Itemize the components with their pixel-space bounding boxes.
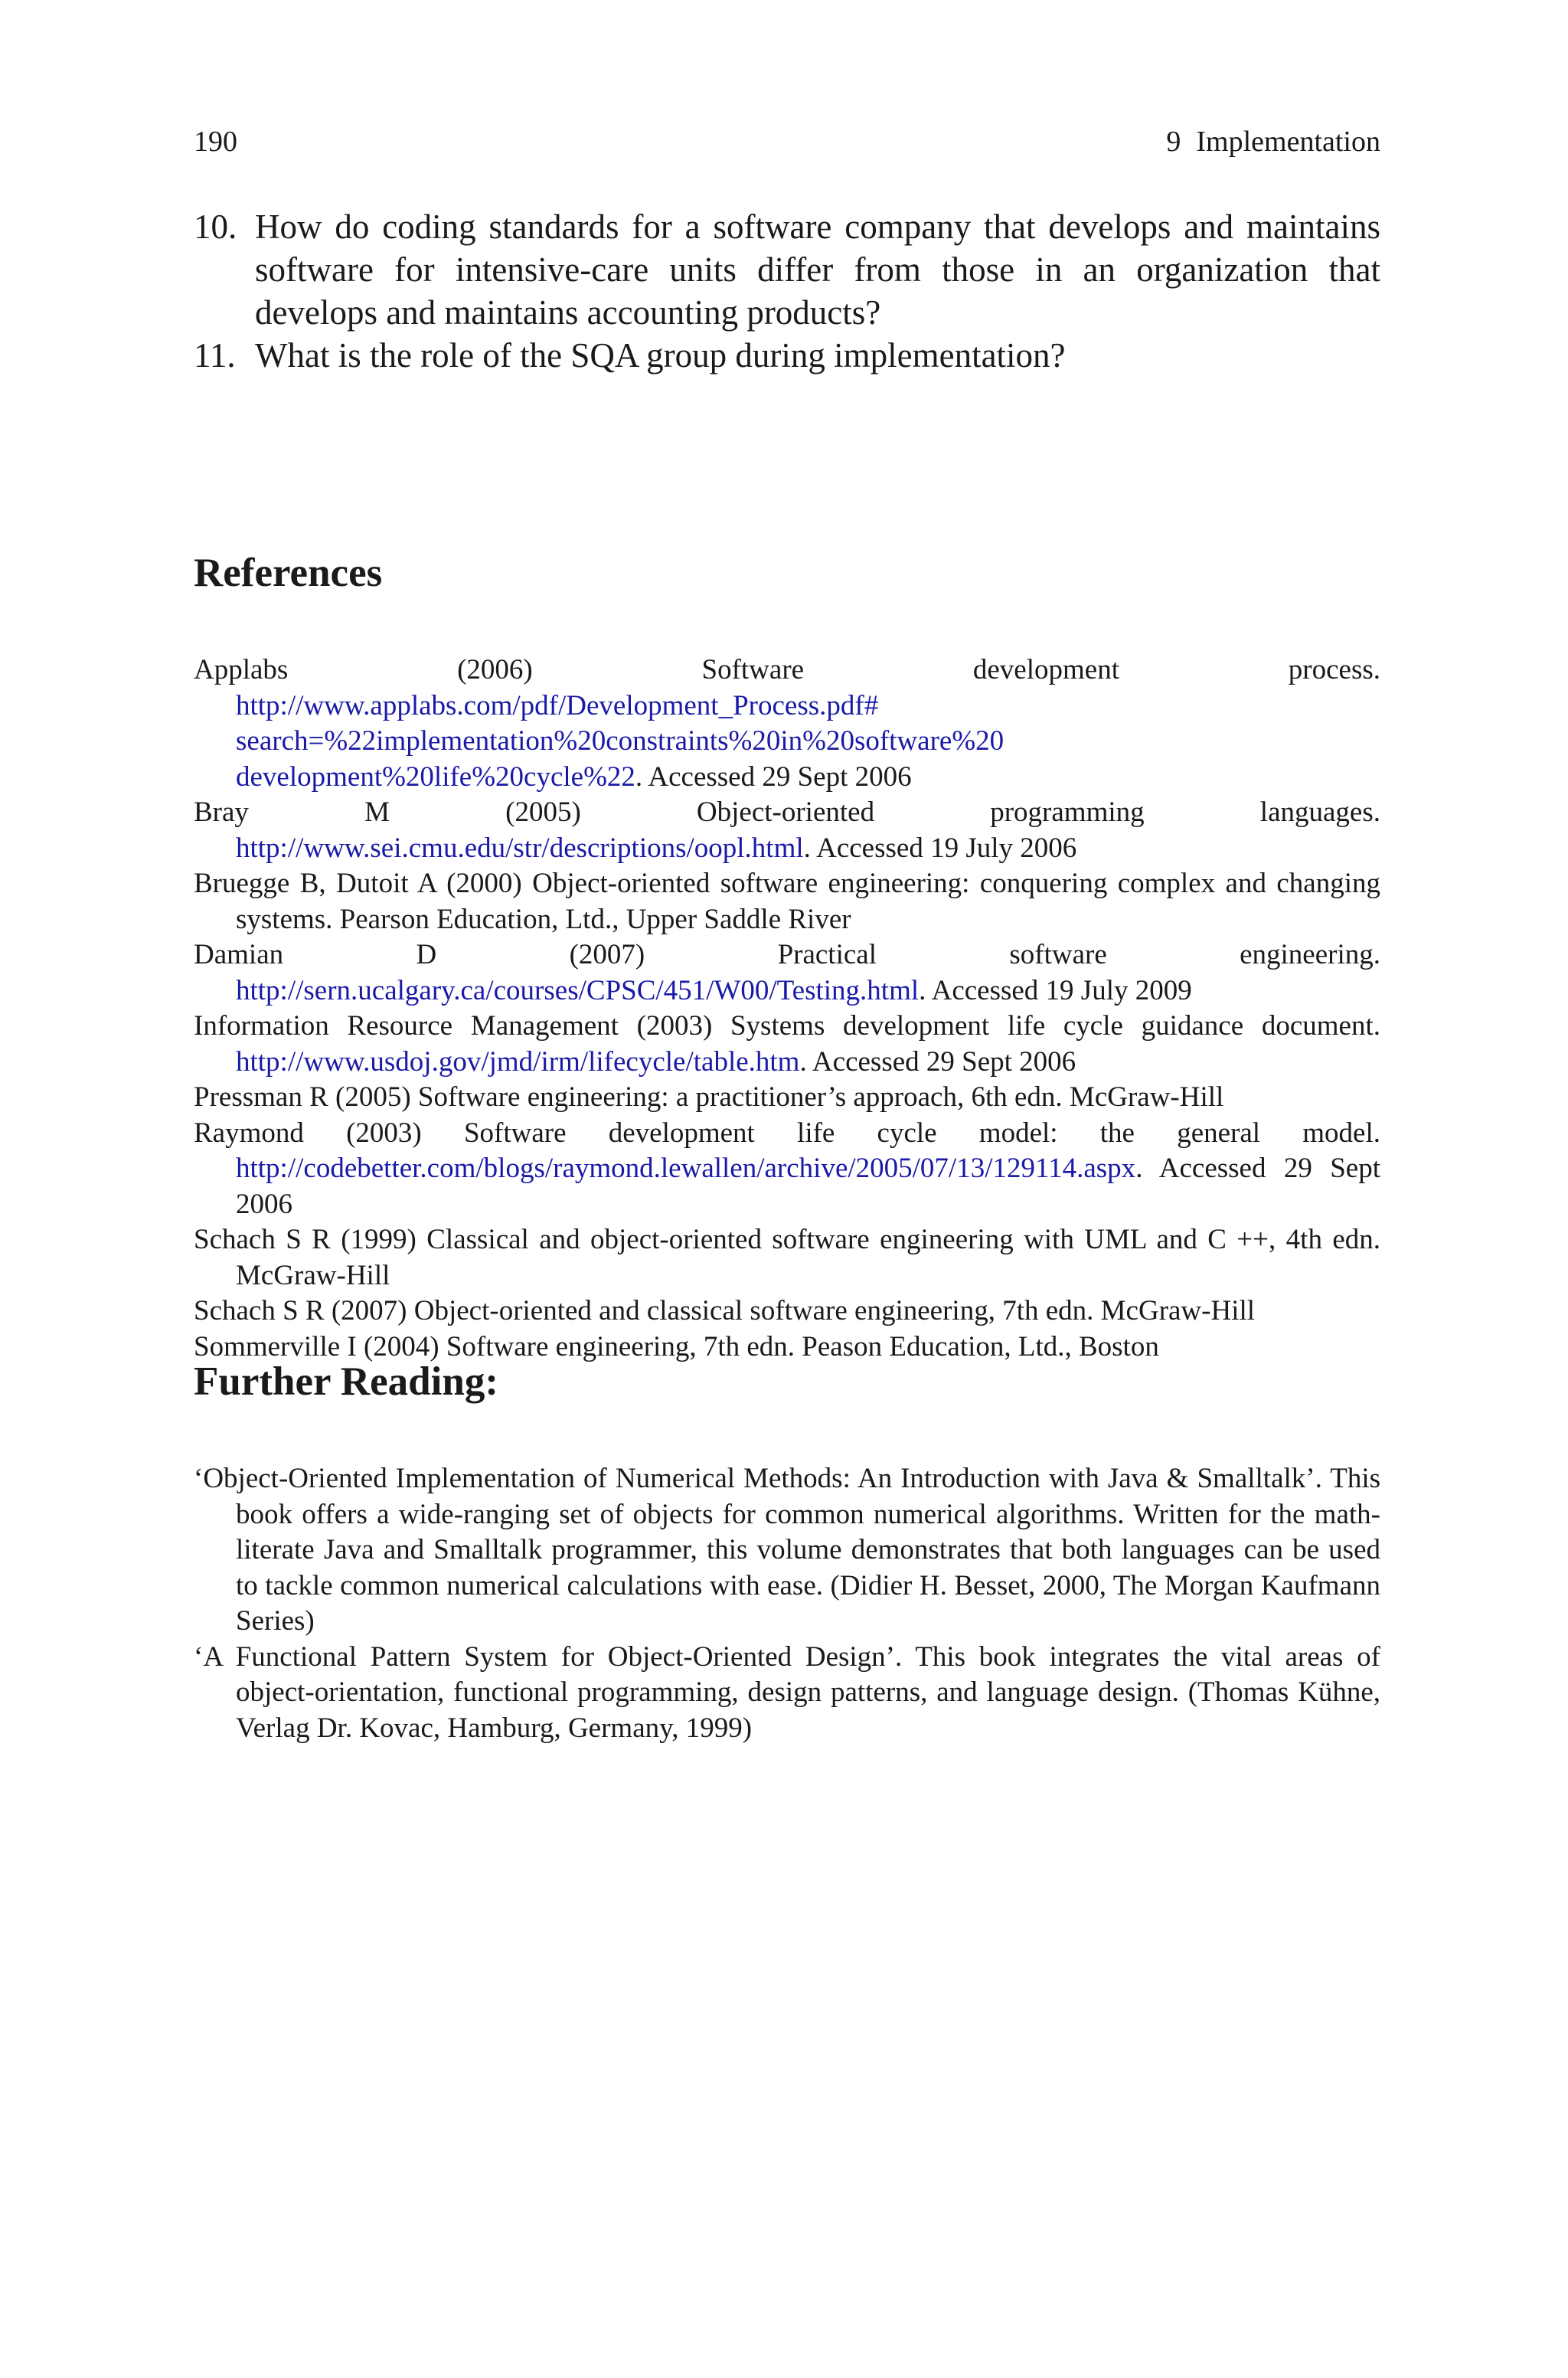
question-text: How do coding standards for a software company that develops and maintains software for intensive-care units differ from those in an organization that develops and maintains accounting products? bbox=[255, 208, 1380, 332]
chapter-title: Implementation bbox=[1196, 126, 1380, 158]
further-reading-list bbox=[194, 1461, 1380, 1746]
reference-accessed: . Accessed 19 July 2006 bbox=[803, 832, 1077, 864]
reference-text: Damian D (2007) Practical software engineering. bbox=[194, 939, 1380, 970]
page-header bbox=[194, 123, 1380, 161]
reference-link[interactable]: http://www.applabs.com/pdf/Development_Process.pdf# search=%22implementation%20constraints%20in%20software%20 development%20life%20cycle%22 bbox=[236, 689, 1004, 793]
question-number: 10. bbox=[194, 208, 237, 246]
reference-text: Pressman R (2005) Software engineering: a practitioner’s approach, 6th edn. McGraw-Hill bbox=[194, 1081, 1224, 1113]
reference-entry bbox=[194, 1294, 1380, 1330]
chapter-number: 9 bbox=[1166, 126, 1181, 158]
running-head bbox=[1166, 123, 1380, 161]
reference-text: Information Resource Management (2003) Systems development life cycle guidance document. bbox=[194, 1010, 1380, 1042]
reference-text: Schach S R (2007) Object-oriented and classical software engineering, 7th edn. McGraw-Hill bbox=[194, 1295, 1256, 1326]
reference-link[interactable]: http://sern.ucalgary.ca/courses/CPSC/451/W00/Testing.html bbox=[236, 974, 920, 1006]
reference-accessed: . Accessed 19 July 2009 bbox=[919, 974, 1192, 1006]
exercise-questions bbox=[194, 205, 1380, 377]
reference-entry bbox=[194, 1116, 1380, 1223]
reference-entry bbox=[194, 1080, 1380, 1116]
reference-entry bbox=[194, 866, 1380, 937]
question-number: 11. bbox=[194, 336, 236, 375]
question-item bbox=[194, 334, 1380, 377]
reference-accessed: . Accessed 29 Sept 2006 bbox=[236, 1153, 1380, 1220]
reference-link[interactable]: http://codebetter.com/blogs/raymond.lewallen/archive/2005/07/13/129114.aspx bbox=[236, 1153, 1136, 1184]
page-number: 190 bbox=[194, 126, 237, 158]
reference-link[interactable]: http://www.sei.cmu.edu/str/descriptions/oopl.html bbox=[236, 832, 804, 864]
further-reading-heading: Further Reading: bbox=[194, 1359, 498, 1404]
references-heading: References bbox=[194, 551, 383, 595]
reference-text: Bruegge B, Dutoit A (2000) Object-oriented software engineering: conquering complex and changing systems. Pearson Education, Ltd., Upper Saddle River bbox=[194, 868, 1380, 935]
reference-text: Schach S R (1999) Classical and object-oriented software engineering with UML and C ++, 4th edn. McGraw-Hill bbox=[194, 1224, 1380, 1291]
reference-entry bbox=[194, 1009, 1380, 1080]
reference-text: Sommerville I (2004) Software engineering, 7th edn. Peason Education, Ltd., Boston bbox=[194, 1330, 1159, 1362]
reference-entry bbox=[194, 1222, 1380, 1294]
reference-text: Applabs (2006) Software development process. bbox=[194, 654, 1380, 685]
further-reading-entry: ‘Object-Oriented Implementation of Numerical Methods: An Introduction with Java & Smalltalk’. This book offers a wide-ranging set of objects for common numerical algorithms. Written for the math-literate Java and Smalltalk programmer, this volume demonstrates that both languages can be used to tackle common numerical calculations with ease. (Didier H. Besset, 2000, The Morgan Kaufmann Series) bbox=[194, 1463, 1380, 1637]
question-item bbox=[194, 205, 1380, 334]
further-reading-entry: ‘A Functional Pattern System for Object-Oriented Design’. This book integrates the vital areas of object-orientation, functional programming, design patterns, and language design. (Thomas Kühne, Verlag Dr. Kovac, Hamburg, Germany, 1999) bbox=[194, 1640, 1380, 1744]
reference-text: Bray M (2005) Object-oriented programming languages. bbox=[194, 796, 1380, 828]
reference-entry bbox=[194, 937, 1380, 1009]
references-list bbox=[194, 653, 1380, 1365]
reference-entry bbox=[194, 795, 1380, 866]
reference-entry bbox=[194, 653, 1380, 795]
reference-accessed: . Accessed 29 Sept 2006 bbox=[799, 1045, 1076, 1078]
reference-link[interactable]: http://www.usdoj.gov/jmd/irm/lifecycle/table.htm bbox=[236, 1045, 800, 1078]
reference-accessed: . Accessed 29 Sept 2006 bbox=[635, 761, 912, 793]
reference-text: Raymond (2003) Software development life cycle model: the general model. bbox=[194, 1117, 1380, 1149]
question-text: What is the role of the SQA group during implementation? bbox=[255, 336, 1066, 375]
